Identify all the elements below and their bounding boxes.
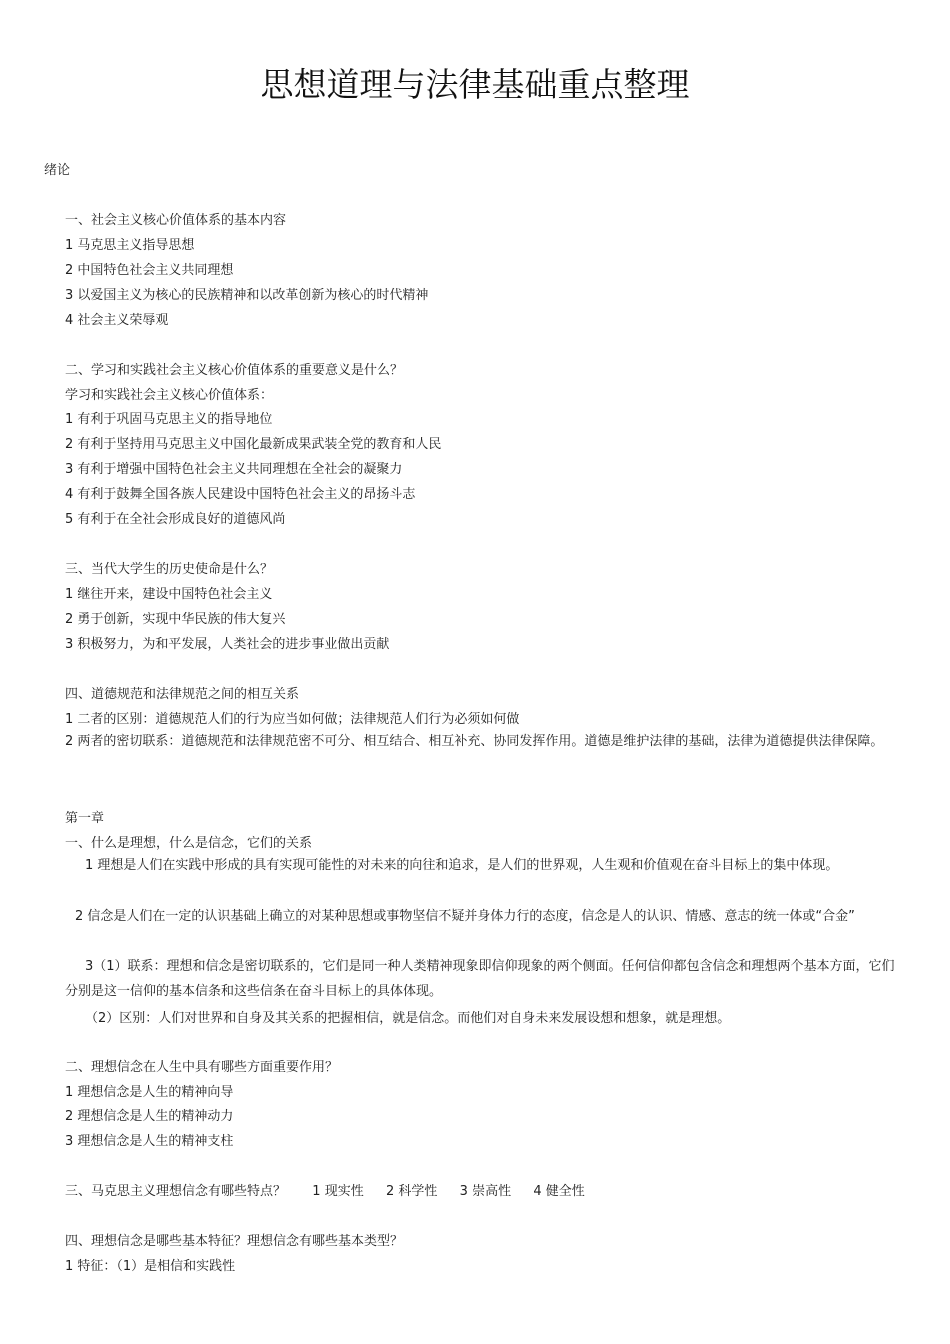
list-item: 1 继往开来，建设中国特色社会主义 <box>65 587 273 602</box>
paragraph: （2）区别：人们对世界和自身及其关系的把握相信，就是信念。而他们对自身未来发展设想和想象，就是理想。 <box>85 1011 731 1026</box>
page-title: 思想道理与法律基础重点整理 <box>260 65 690 104</box>
list-item: 1 特征：（1）是相信和实践性 <box>65 1259 236 1274</box>
section-4-heading: 四、道德规范和法律规范之间的相互关系 <box>65 687 300 702</box>
paragraph: 2 两者的密切联系：道德规范和法律规范密不可分、相互结合、相互补充、协同发挥作用。道德是维护法律的基础，法律为道德提供法律保障。 <box>65 734 884 749</box>
chapter-1-q2-heading: 二、理想信念在人生中具有哪些方面重要作用？ <box>65 1060 339 1075</box>
list-item: 2 科学性 <box>385 1184 438 1199</box>
paragraph: 1 理想是人们在实践中形成的具有实现可能性的对未来的向往和追求，是人们的世界观，人生观和价值观在奋斗目标上的集中体现。 <box>85 858 839 873</box>
list-item: 2 中国特色社会主义共同理想 <box>65 263 234 278</box>
section-1-heading: 一、社会主义核心价值体系的基本内容 <box>65 213 287 228</box>
section-3-heading: 三、当代大学生的历史使命是什么？ <box>65 562 274 577</box>
list-item: 2 理想信念是人生的精神动力 <box>65 1109 234 1124</box>
list-item: 3 以爱国主义为核心的民族精神和以改革创新为核心的时代精神 <box>65 288 429 303</box>
intro-label: 绪论 <box>44 163 71 178</box>
list-item: 3 积极努力，为和平发展，人类社会的进步事业做出贡献 <box>65 637 390 652</box>
chapter-1-q3-line <box>65 1183 585 1201</box>
list-item: 1 二者的区别：道德规范人们的行为应当如何做；法律规范人们行为必须如何做 <box>65 712 520 727</box>
list-item: 3 理想信念是人生的精神支柱 <box>65 1134 234 1149</box>
section-2-lead: 学习和实践社会主义核心价值体系： <box>65 388 274 403</box>
list-item: 3 有利于增强中国特色社会主义共同理想在全社会的凝聚力 <box>65 462 403 477</box>
chapter-1-q3-heading: 三、马克思主义理想信念有哪些特点？ <box>65 1184 287 1199</box>
list-item: 2 勇于创新，实现中华民族的伟大复兴 <box>65 612 286 627</box>
list-item: 1 现实性 <box>312 1184 364 1199</box>
chapter-1-q1-heading: 一、什么是理想，什么是信念，它们的关系 <box>65 836 313 851</box>
chapter-label: 第一章 <box>65 811 105 826</box>
list-item: 3 崇高性 <box>459 1184 512 1199</box>
list-item: 1 理想信念是人生的精神向导 <box>65 1085 234 1100</box>
list-item: 4 健全性 <box>533 1184 585 1199</box>
list-item: 5 有利于在全社会形成良好的道德风尚 <box>65 512 286 527</box>
list-item: 1 马克思主义指导思想 <box>65 238 195 253</box>
list-item: 2 有利于坚持用马克思主义中国化最新成果武装全党的教育和人民 <box>65 437 442 452</box>
list-item: 4 有利于鼓舞全国各族人民建设中国特色社会主义的昂扬斗志 <box>65 487 416 502</box>
chapter-1-q4-heading: 四、理想信念是哪些基本特征？理想信念有哪些基本类型？ <box>65 1234 404 1249</box>
paragraph: 3（1）联系：理想和信念是密切联系的，它们是同一种人类精神现象即信仰现象的两个侧面。任何信仰都包含信念和理想两个基本方面，它们分别是这一信仰的基本信条和这些信条在奋斗目标上的具体体现。 <box>65 959 895 999</box>
list-item: 1 有利于巩固马克思主义的指导地位 <box>65 412 273 427</box>
paragraph: 2 信念是人们在一定的认识基础上确立的对某种思想或事物坚信不疑并身体力行的态度，信念是人的认识、情感、意志的统一体或“合金” <box>75 909 855 924</box>
section-2-heading: 二、学习和实践社会主义核心价值体系的重要意义是什么？ <box>65 363 404 378</box>
list-item: 4 社会主义荣辱观 <box>65 313 169 328</box>
